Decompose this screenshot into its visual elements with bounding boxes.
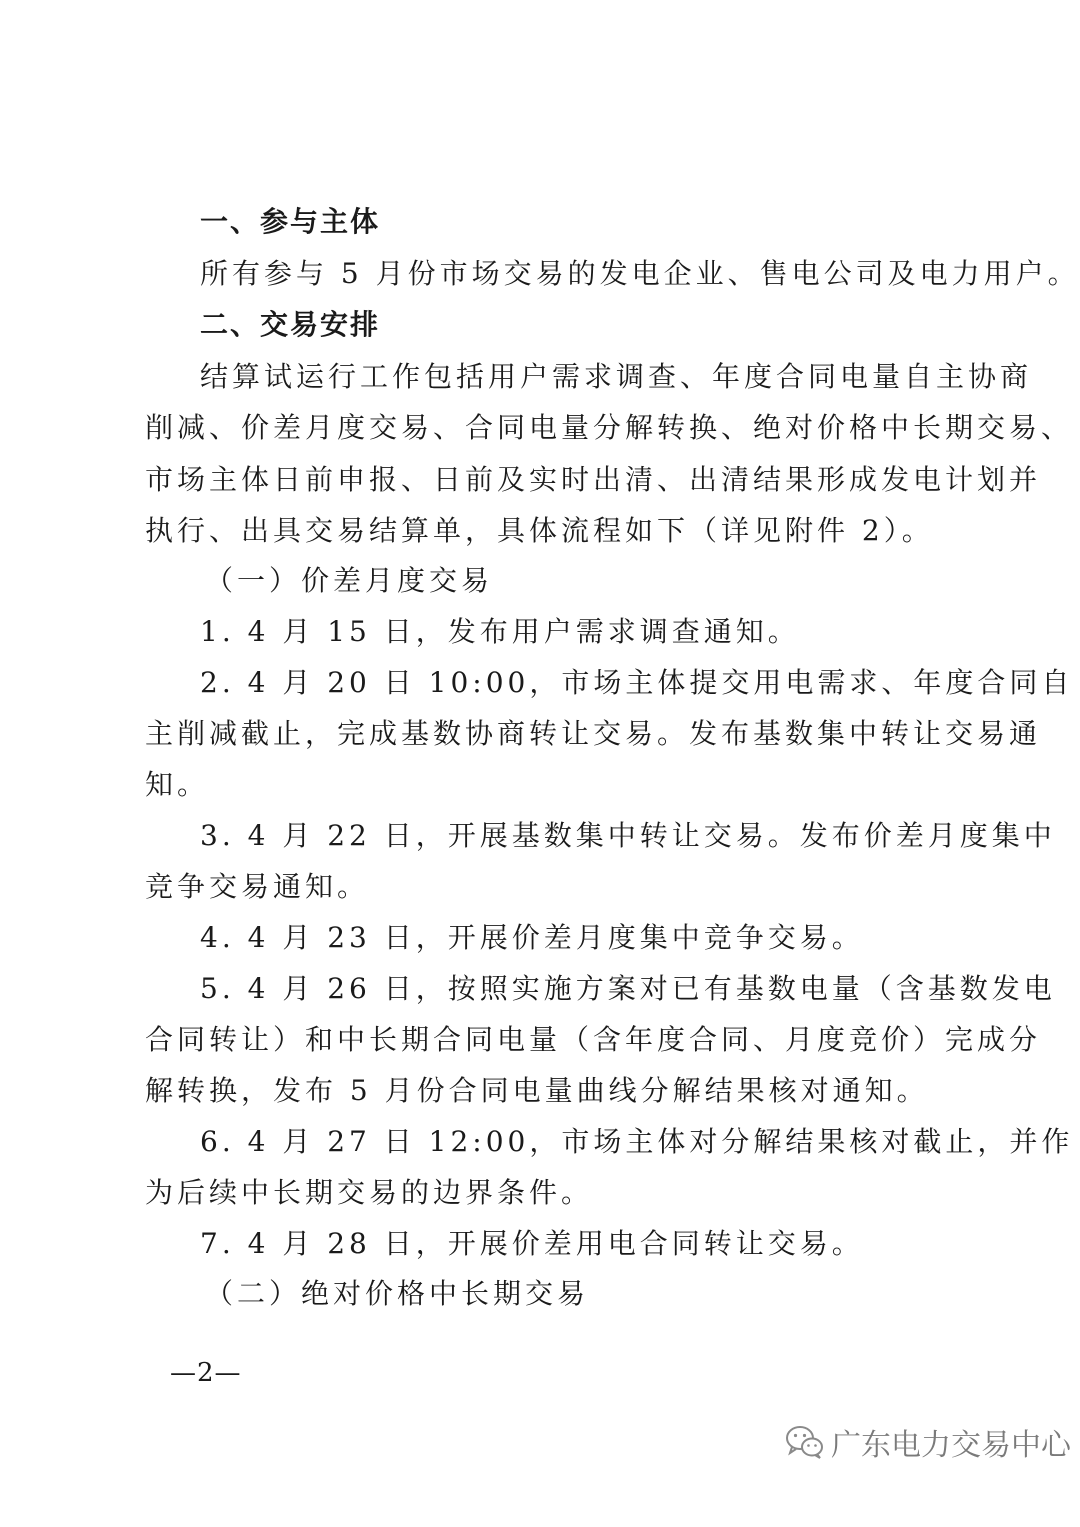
subsection-heading-price-diff: （一）价差月度交易 (205, 564, 494, 597)
list-item: 3. 4 月 22 日，开展基数集中转让交易。发布价差月度集中 (200, 819, 1056, 852)
paragraph-line: 主削减截止，完成基数协商转让交易。发布基数集中转让交易通 (145, 717, 1042, 750)
paragraph-line: 市场主体日前申报、日前及实时出清、出清结果形成发电计划并 (145, 463, 1042, 496)
section-heading-arrangement: 二、交易安排 (200, 308, 381, 341)
section-heading-participants: 一、参与主体 (200, 205, 381, 238)
watermark (785, 1420, 1071, 1464)
watermark-text: 广东电力交易中心 (831, 1428, 1071, 1463)
paragraph-line: 结算试运行工作包括用户需求调查、年度合同电量自主协商 (200, 360, 1033, 393)
list-item: 1. 4 月 15 日，发布用户需求调查通知。 (200, 615, 800, 648)
list-item: 6. 4 月 27 日 12:00，市场主体对分解结果核对截止，并作 (200, 1125, 1074, 1158)
paragraph-line: 解转换，发布 5 月份合同电量曲线分解结果核对通知。 (145, 1074, 929, 1107)
paragraph-line: 知。 (145, 768, 210, 801)
list-item: 4. 4 月 23 日，开展价差月度集中竞争交易。 (200, 921, 864, 954)
wechat-icon (785, 1424, 825, 1460)
paragraph-line: 所有参与 5 月份市场交易的发电企业、售电公司及电力用户。 (200, 257, 1080, 290)
paragraph-line: 合同转让）和中长期合同电量（含年度合同、月度竞价）完成分 (145, 1023, 1042, 1056)
paragraph-line: 为后续中长期交易的边界条件。 (145, 1176, 594, 1209)
paragraph-line: 竞争交易通知。 (145, 870, 370, 903)
list-item: 5. 4 月 26 日，按照实施方案对已有基数电量（含基数发电 (200, 972, 1056, 1005)
paragraph-line: 削减、价差月度交易、合同电量分解转换、绝对价格中长期交易、 (145, 411, 1074, 444)
paragraph-line: 执行、出具交易结算单，具体流程如下（详见附件 2）。 (145, 514, 934, 547)
list-item: 2. 4 月 20 日 10:00，市场主体提交用电需求、年度合同自 (200, 666, 1074, 699)
subsection-heading-absolute-price: （二）绝对价格中长期交易 (205, 1277, 590, 1310)
page-number: —2— (170, 1358, 242, 1388)
list-item: 7. 4 月 28 日，开展价差用电合同转让交易。 (200, 1227, 864, 1260)
